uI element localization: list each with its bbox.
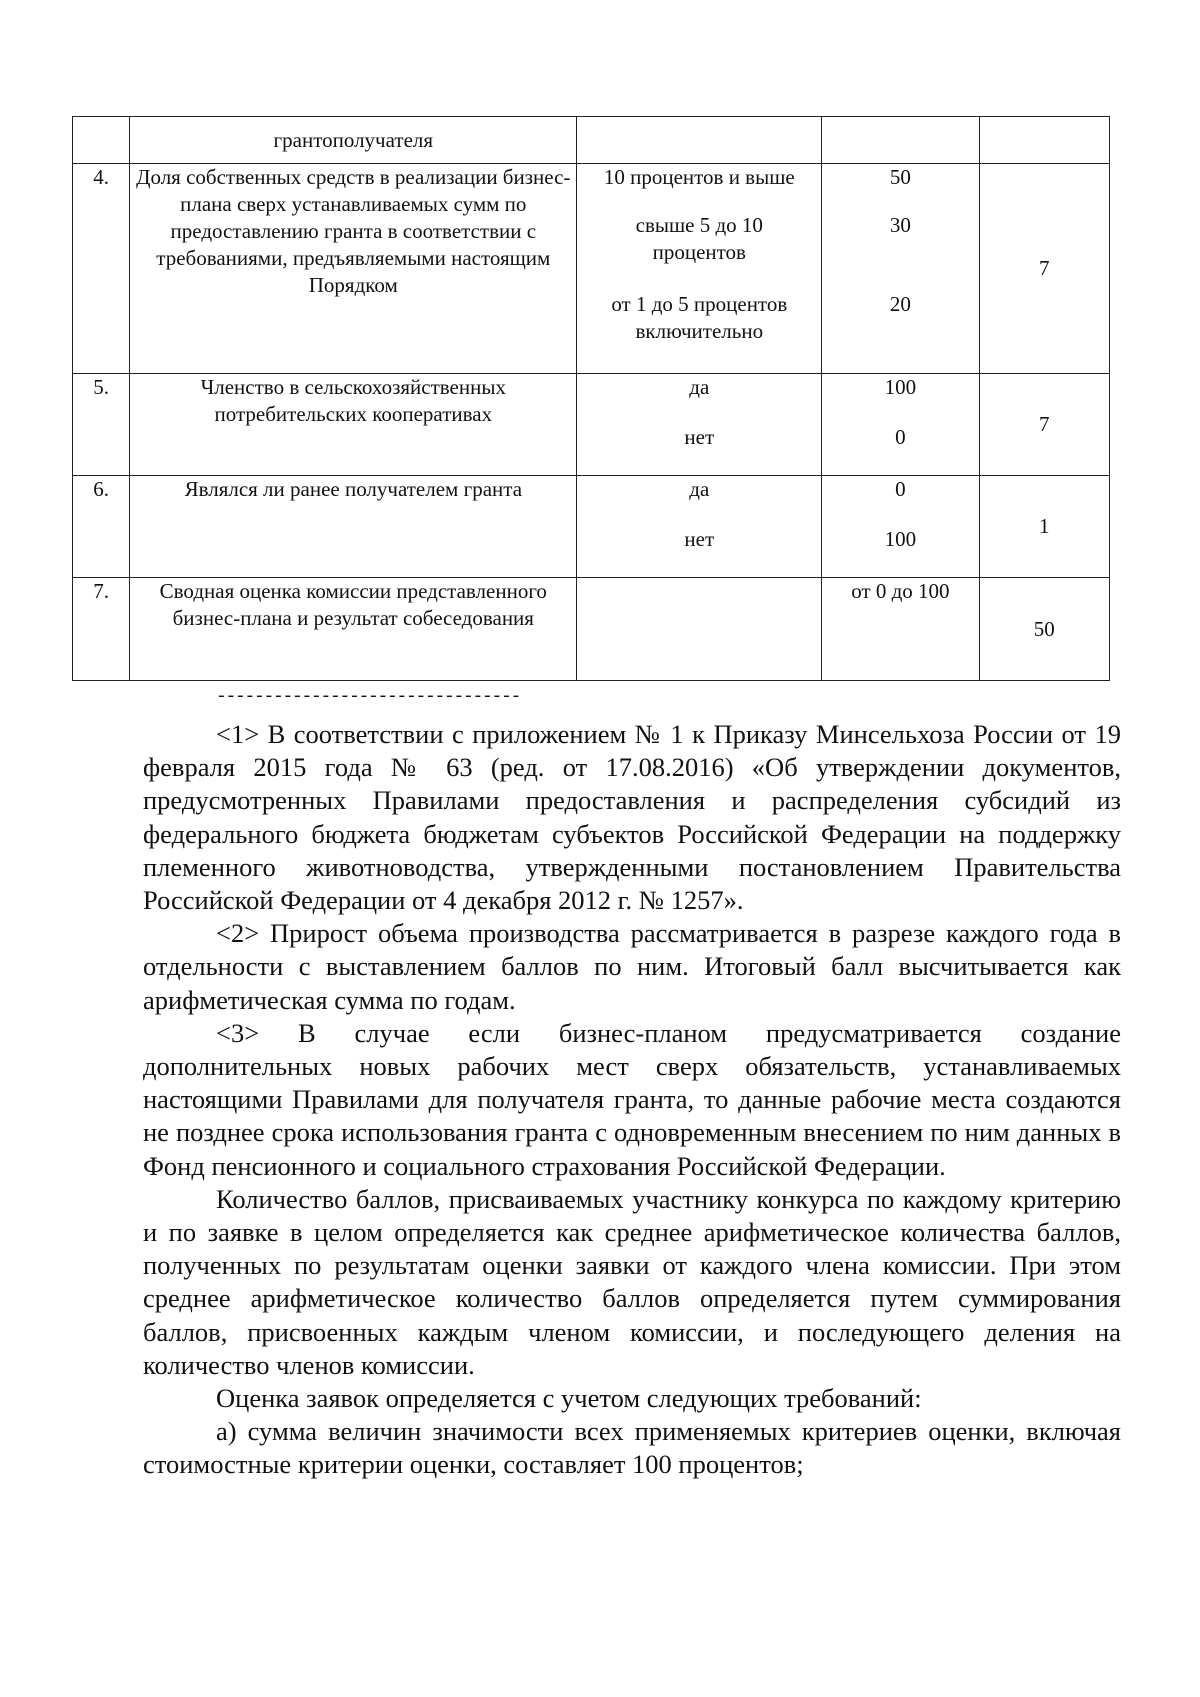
- points-cell: [822, 117, 979, 164]
- value-option: нет: [684, 425, 715, 449]
- criterion-cell: Членство в сельскохозяйственных потребительских кооперативах: [130, 374, 577, 476]
- criterion-cell: Сводная оценка комиссии представленного бизнес-плана и результат собеседования: [130, 578, 577, 681]
- value-option: 10 процентов и выше: [603, 165, 795, 189]
- table-row: [73, 476, 1110, 578]
- points-option: 20: [889, 292, 911, 316]
- weight-cell: 1: [979, 476, 1109, 578]
- points-option: от 0 до 100: [851, 579, 950, 603]
- criterion-cell: Являлся ли ранее получателем гранта: [130, 476, 577, 578]
- value-cell: [577, 374, 822, 476]
- evaluation-intro: Оценка заявок определяется с учетом следующих требований:: [216, 1383, 922, 1414]
- value-cell: [577, 578, 822, 681]
- row-number: 5.: [73, 374, 130, 476]
- table-row: [73, 164, 1110, 374]
- criteria-table: [72, 116, 1110, 681]
- table-row: [73, 578, 1110, 681]
- weight-cell: 7: [979, 164, 1109, 374]
- row-number: 6.: [73, 476, 130, 578]
- row-number: 7.: [73, 578, 130, 681]
- points-cell: [822, 164, 979, 374]
- footnote-2: <2> Прирост объема производства рассматривается в разрезе каждого года в отдельности с выставлением баллов по ним. Итоговый балл высчитывается как арифметическая сумма по годам.: [143, 918, 1121, 1015]
- points-option: 100: [884, 375, 917, 399]
- value-option: свыше 5 до 10 процентов: [635, 213, 763, 264]
- points-option: 0: [895, 425, 906, 449]
- weight-cell: [979, 117, 1109, 164]
- requirement-a: а) сумма величин значимости всех применяемых критериев оценки, включая стоимостные критерии оценки, составляет 100 процентов;: [143, 1416, 1121, 1480]
- points-cell: [822, 374, 979, 476]
- criterion-cell: Доля собственных средств в реализации бизнес-плана сверх устанавливаемых сумм по предоставлению гранта в соответствии с требованиями, предъявляемыми настоящим Порядком: [130, 164, 577, 374]
- body-text: [143, 718, 1121, 1482]
- weight-cell: 50: [979, 578, 1109, 681]
- footnote-1: <1> В соответствии с приложением № 1 к Приказу Минсельхоза России от 19 февраля 2015 года № 63 (ред. от 17.08.2016) «Об утверждении документов, предусмотренных Правилами предоставления и распределения субсидий из федерального бюджета бюджетам субъектов Российской Федерации на поддержку племенного животноводства, утвержденными постановлением Правительства Российской Федерации от 4 декабря 2012 г. № 1257».: [143, 719, 1121, 916]
- points-option: 30: [889, 213, 911, 237]
- footnote-3: <3> В случае если бизнес-планом предусматривается создание дополнительных новых рабочих мест сверх обязательств, устанавливаемых настоящими Правилами для получателя гранта, то данные рабочие места создаются не позднее срока использования гранта с одновременным внесением по ним данных в Фонд пенсионного и социального страхования Российской Федерации.: [143, 1017, 1121, 1181]
- points-cell: [822, 578, 979, 681]
- criterion-cell: грантополучателя: [130, 117, 577, 164]
- value-option: нет: [684, 527, 715, 551]
- weight-cell: 7: [979, 374, 1109, 476]
- value-cell: [577, 476, 822, 578]
- table-row: [73, 117, 1110, 164]
- points-option: 100: [884, 527, 917, 551]
- table-row: [73, 374, 1110, 476]
- row-number: 4.: [73, 164, 130, 374]
- value-cell: [577, 117, 822, 164]
- points-cell: [822, 476, 979, 578]
- points-option: 0: [895, 477, 906, 501]
- footnote-separator: --------------------------------: [216, 687, 521, 707]
- value-option: да: [689, 477, 710, 501]
- value-option: да: [689, 375, 710, 399]
- value-option: от 1 до 5 процентов включительно: [611, 292, 788, 343]
- points-option: 50: [889, 165, 911, 189]
- value-cell: [577, 164, 822, 374]
- scoring-paragraph: Количество баллов, присваиваемых участнику конкурса по каждому критерию и по заявке в целом определяется как среднее арифметическое количества баллов, полученных по результатам оценки заявки от каждого члена комиссии. При этом среднее арифметическое количество баллов определяется путем суммирования баллов, присвоенных каждым членом комиссии, и последующего деления на количество членов комиссии.: [143, 1183, 1121, 1380]
- row-number: [73, 117, 130, 164]
